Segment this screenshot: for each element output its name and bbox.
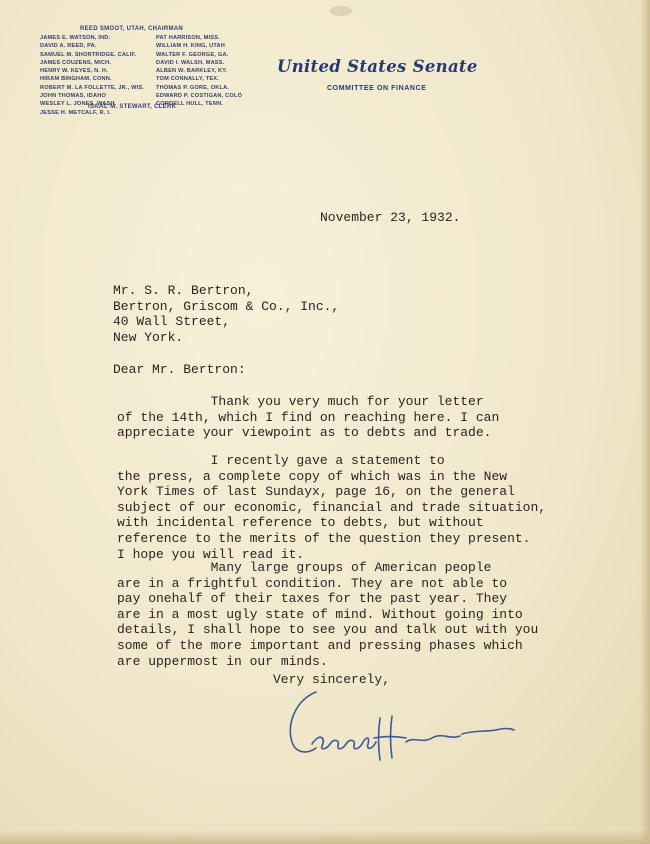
letter-date: November 23, 1932. [320,210,461,225]
member-name: ALBEN W. BARKLEY, KY. [156,68,228,75]
letterhead-chairman: REED SMOOT, UTAH, CHAIRMAN [80,26,184,32]
body-paragraph-3: Many large groups of American people are in a frightful condition. They are not able to pay onehalf of their taxes for the past year. They are in a most ugly state of mind. Without going into details, I shall hope to see you and talk out with you some of the more important and pressing phases which are uppermost in our minds. [117,560,539,669]
letterhead-subtitle: COMMITTEE ON FINANCE [327,85,427,92]
handwritten-signature [282,684,522,774]
member-name: EDWARD P. COSTIGAN, COLO [156,93,243,100]
member-name: WALTER F. GEORGE, GA. [156,51,229,58]
member-name: THOMAS P. GORE, OKLA. [156,84,230,91]
member-name: CORDELL HULL, TENN. [156,101,224,108]
member-name: JAMES E. WATSON, IND. [40,35,111,41]
member-name: TOM CONNALLY, TEX. [156,76,219,83]
letterhead-clerk: ISAAC M. STEWART, CLERK [88,104,177,110]
paper-edge-shadow [640,0,650,844]
member-name: JAMES COUZENS, MICH. [40,59,112,66]
letterhead-members-right [156,34,242,109]
member-name: JESSE H. METCALF, R. I. [40,109,111,116]
member-name: DAVID I. WALSH, MASS. [156,59,225,66]
closing: Very sincerely, [273,672,391,687]
member-name: JOHN THOMAS, IDAHO [40,93,107,100]
recipient-address: Mr. S. R. Bertron, Bertron, Griscom & Co., Inc., 40 Wall Street, New York. [113,283,340,345]
paper-wear-mark [330,6,352,16]
letterhead-title: United States Senate [277,57,478,76]
member-name: WESLEY L. JONES, WASH. [40,101,117,108]
member-name: DAVID A. REED, PA. [40,43,97,50]
member-name: WILLIAM H. KING, UTAH [156,43,226,50]
member-name: ROBERT M. LA FOLLETTE, JR., WIS. [40,84,145,91]
body-paragraph-2: I recently gave a statement to the press, a complete copy of which was in the New York Times of last Sundayx, page 16, on the general subject of our economic, financial and trade situation, with incidental reference to debts, but without reference to the merits of the question they present. I hope you will read it. [117,453,547,562]
paper-bottom-shadow [0,830,650,844]
member-name: SAMUEL M. SHORTRIDGE, CALIF. [40,51,137,58]
member-name: HENRY W. KEYES, N. H. [40,68,108,75]
salutation: Dear Mr. Bertron: [113,362,246,377]
body-paragraph-1: Thank you very much for your letter of the 14th, which I find on reaching here. I can appreciate your viewpoint as to debts and trade. [117,394,500,441]
member-name: PAT HARRISON, MISS. [156,35,220,41]
member-name: HIRAM BINGHAM, CONN. [40,76,112,83]
